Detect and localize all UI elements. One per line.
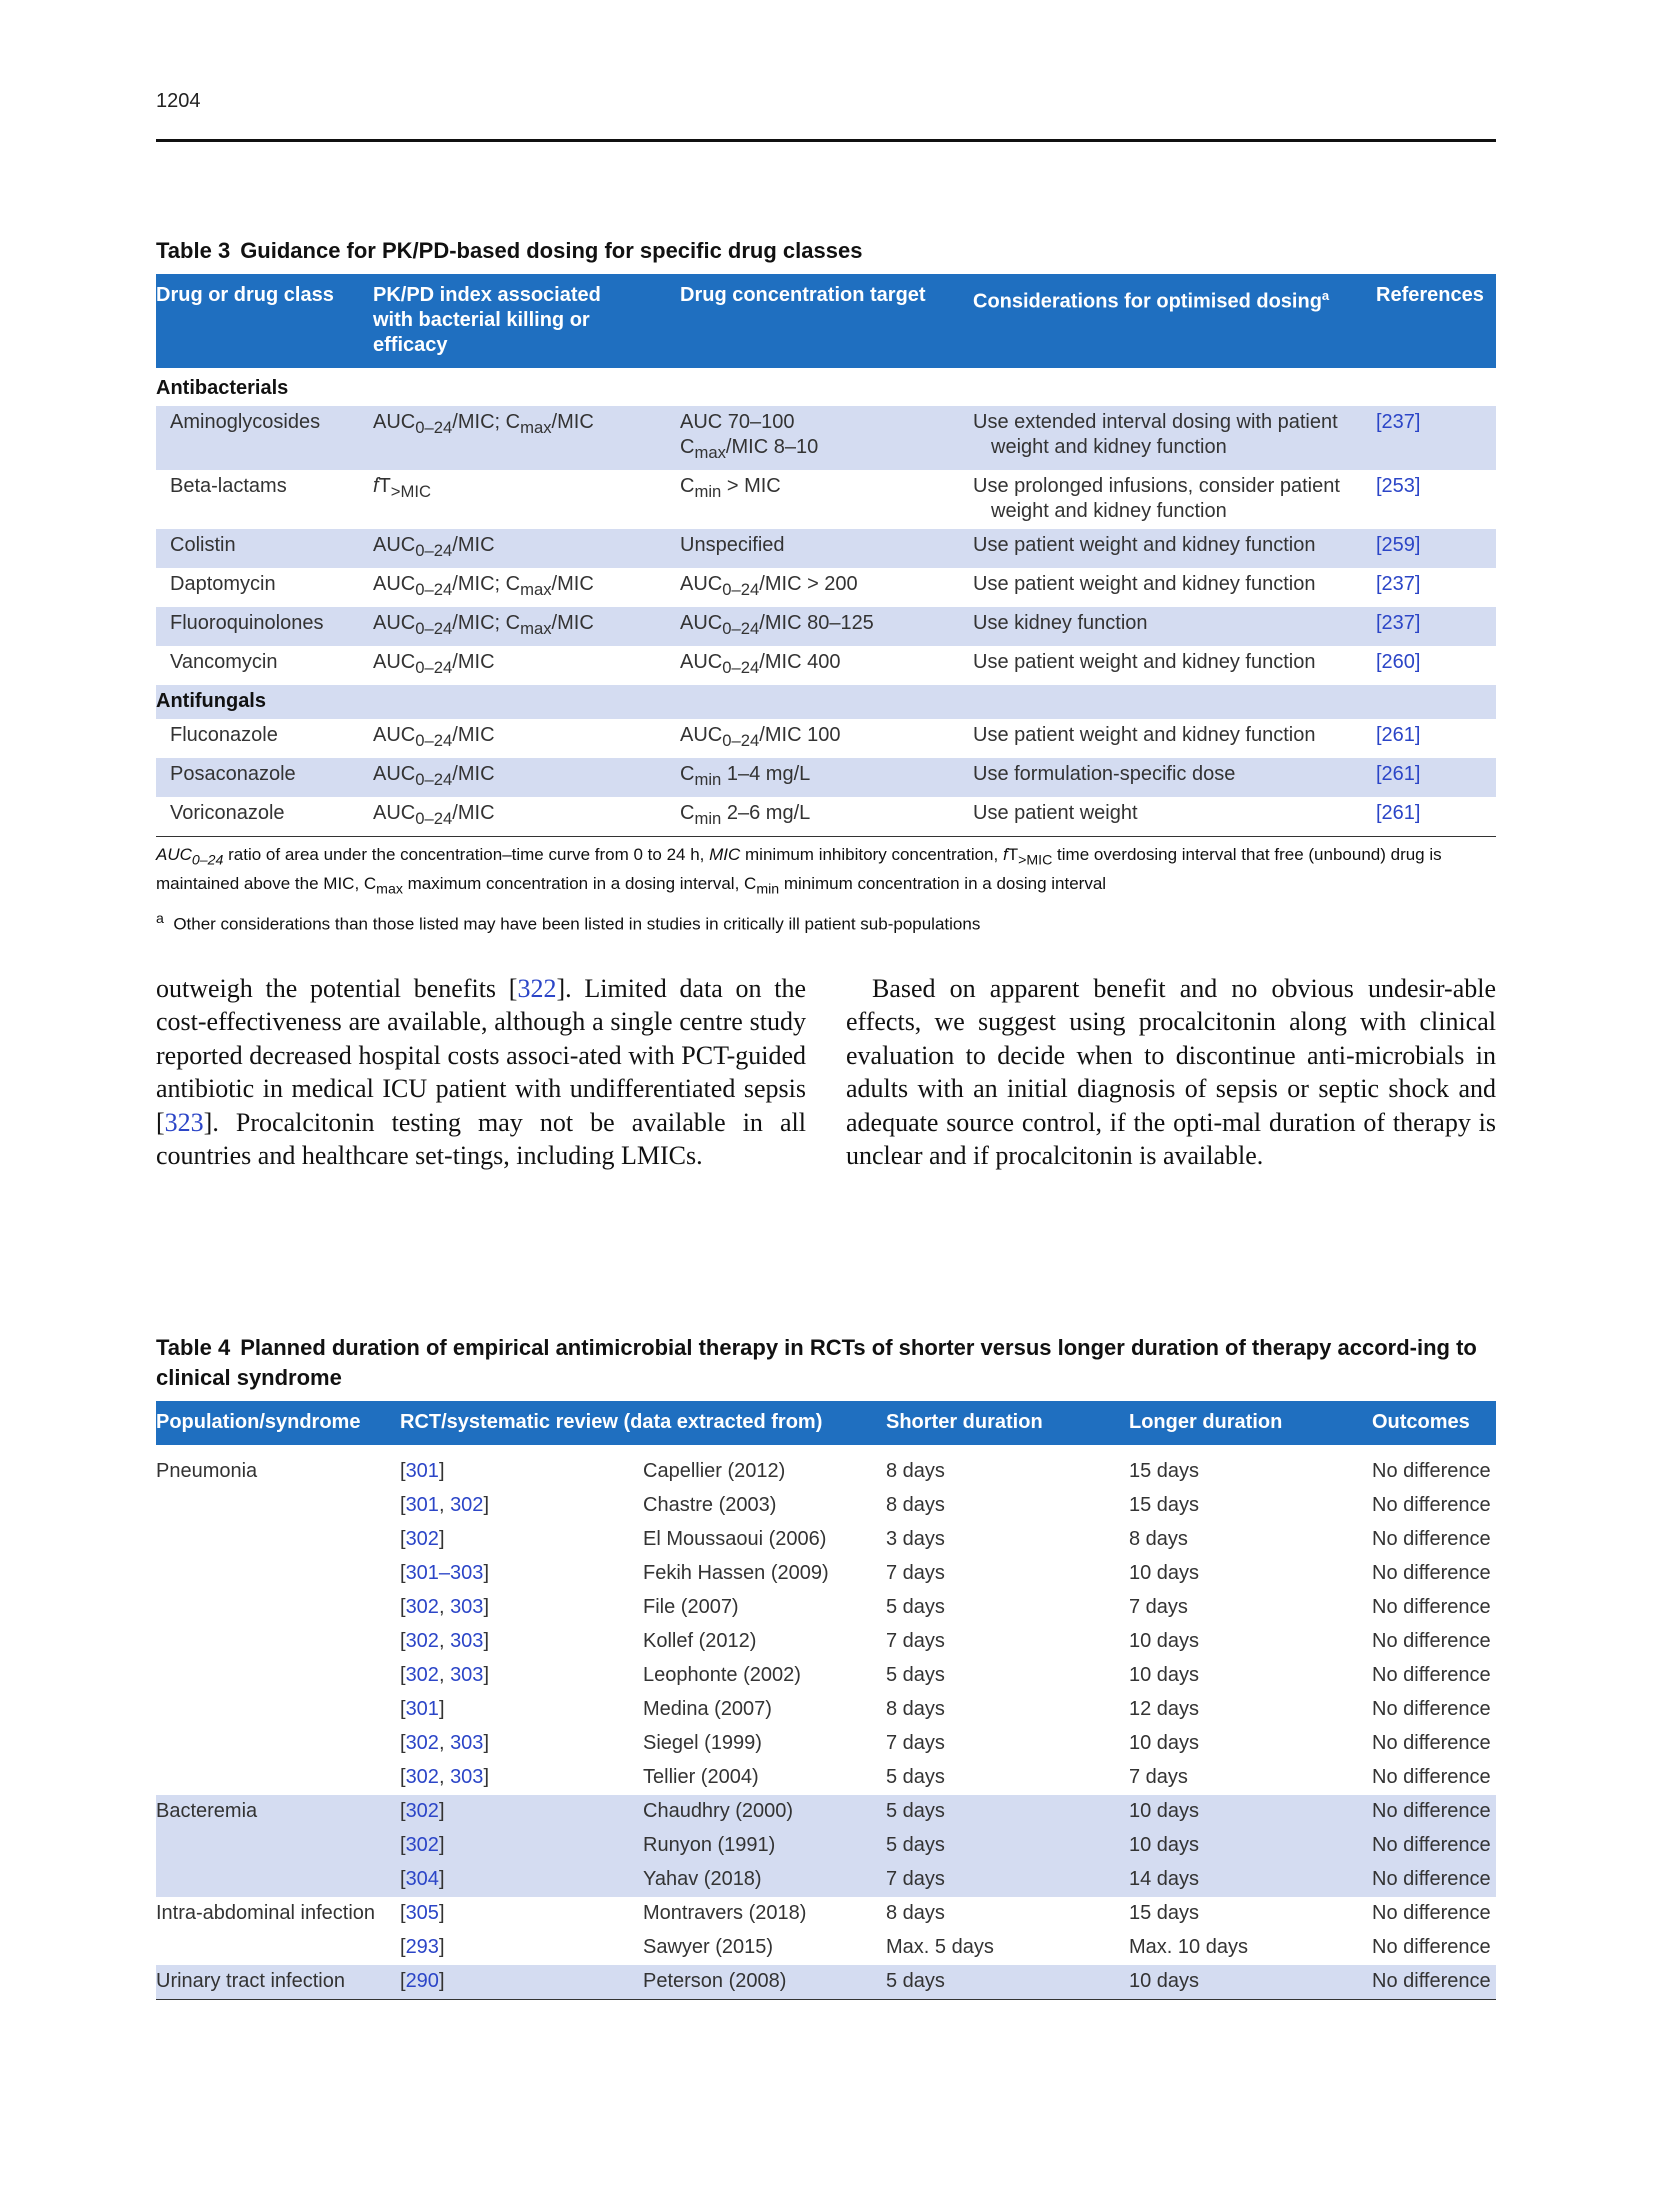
table4-cell-study: Chastre (2003) xyxy=(643,1494,777,1516)
table4-cell-longer: 10 days xyxy=(1129,1829,1372,1863)
table4-cell-population xyxy=(156,1727,400,1761)
table4-header-row xyxy=(156,1401,1496,1445)
table4-row xyxy=(156,1863,1496,1897)
table4-cell-population xyxy=(156,1659,400,1693)
table4-cell-study: Yahav (2018) xyxy=(643,1863,886,1897)
table4-title: Planned duration of empirical antimicrobial therapy in RCTs of shorter versus longer duration of therapy accord-ing to clinical syndrome xyxy=(156,1335,1477,1390)
table4-cell-population xyxy=(156,1931,400,1965)
table4-cell-population: Bacteremia xyxy=(156,1795,400,1829)
table4-bottom-rule xyxy=(156,1999,1496,2000)
table3-header-row xyxy=(156,274,1496,368)
table4-cell-shorter: 7 days xyxy=(886,1732,945,1754)
table4-cell-outcome: No difference xyxy=(1372,1829,1496,1863)
table3-cell-drug: Vancomycin xyxy=(170,651,278,673)
table4-row xyxy=(156,1965,1496,1999)
table4-cell-outcome: No difference xyxy=(1372,1562,1491,1584)
table3-cell-pkpd: $AUC_{0-24}$/MIC xyxy=(373,651,495,677)
table3-consideration-line1: Use prolonged infusions, consider patient xyxy=(973,475,1340,497)
table4-cell-ref[interactable]: [301–303] xyxy=(400,1562,489,1584)
table3-consideration-line1: Use formulation-specific dose xyxy=(973,763,1236,785)
table4-cell-longer: 14 days xyxy=(1129,1863,1372,1897)
table4-cell-longer: 15 days xyxy=(1129,1460,1200,1482)
table3-row xyxy=(156,646,1496,685)
table3-cell-pkpd: $fT_{>MIC}$ xyxy=(373,475,432,501)
table3-cell-consideration xyxy=(973,470,1376,529)
table3-cell-ref[interactable]: [261] xyxy=(1376,724,1421,746)
table3-header-considerations-text: Considerations for optimised dosing xyxy=(973,290,1322,313)
table4-cell-longer: 10 days xyxy=(1129,1562,1200,1584)
table3-cell-drug: Posaconazole xyxy=(156,758,373,797)
table4-cell-ref[interactable]: [302] xyxy=(400,1528,445,1550)
table4-row xyxy=(156,1795,1496,1829)
table4-cell-longer: 10 days xyxy=(1129,1795,1372,1829)
table4-cell-study: Medina (2007) xyxy=(643,1698,772,1720)
table3-caption xyxy=(156,236,1496,266)
table4-cell-study: Montravers (2018) xyxy=(643,1902,807,1924)
table4-cell-longer: 10 days xyxy=(1129,1630,1200,1652)
table4-cell-population xyxy=(156,1523,400,1557)
table4-cell-shorter: Max. 5 days xyxy=(886,1936,994,1958)
table3-cell-consideration xyxy=(973,568,1376,607)
table3-footnote-a: $^a$ Other considerations than those listed may have been listed in studies in critically ill patient sub-populations xyxy=(156,910,981,934)
table4-cell-study: Tellier (2004) xyxy=(643,1766,759,1788)
table3-cell-consideration xyxy=(973,719,1376,758)
table4-cell-ref[interactable]: [302] xyxy=(400,1795,643,1829)
table4-cell-longer: 7 days xyxy=(1129,1766,1188,1788)
table3-cell-drug: Colistin xyxy=(156,529,373,568)
table4-row xyxy=(156,1591,1496,1625)
table3-cell-consideration xyxy=(973,797,1376,836)
table4-row xyxy=(156,1829,1496,1863)
table4-row xyxy=(156,1489,1496,1523)
table3-cell-target: AUC 70–100 $C_{max}$/MIC 8–10 xyxy=(680,406,973,470)
table4-cell-shorter: 5 days xyxy=(886,1664,945,1686)
table4-cell-ref[interactable]: [301] xyxy=(400,1460,445,1482)
table3-cell-pkpd: $AUC_{0-24}$/MIC xyxy=(373,724,495,750)
table4-cell-shorter: 5 days xyxy=(886,1766,945,1788)
table3-header-target: Drug concentration target xyxy=(680,274,973,368)
table4-cell-longer: 15 days xyxy=(1129,1902,1200,1924)
table3-cell-consideration xyxy=(973,406,1376,470)
table3-row xyxy=(156,568,1496,607)
table3-consideration-line1: Use patient weight and kidney function xyxy=(973,534,1316,556)
table3-row xyxy=(156,719,1496,758)
table3-cell-drug: Fluconazole xyxy=(170,724,278,746)
page-number: 1204 xyxy=(156,90,201,112)
table3-section-label: Antifungals xyxy=(156,685,1496,719)
table4-cell-study: Fekih Hassen (2009) xyxy=(643,1562,829,1584)
table3-cell-target: $AUC_{0-24}$/MIC > 200 xyxy=(680,573,858,599)
table4-header-rct: RCT/systematic review (data extracted from) xyxy=(400,1401,886,1445)
table4-cell-population: Urinary tract infection xyxy=(156,1965,400,1999)
table3-consideration-line1: Use patient weight and kidney function xyxy=(973,651,1316,673)
table3-consideration-line1: Use patient weight and kidney function xyxy=(973,724,1316,746)
table3-footnote: $AUC_{0-24}$ ratio of area under the concentration–time curve from 0 to 24 h, MIC minimum inhibitory concentration, $fT_{>MIC}$ time overdosing interval that free (unbound) drug is maintained above the MIC, $C_{max}$ maximum concentration in a dosing interval, $C_{min}$ minimum concentration in a dosing interval xyxy=(156,845,1442,898)
table4-cell-shorter: 7 days xyxy=(886,1863,1129,1897)
table4-cell-longer: 12 days xyxy=(1129,1698,1200,1720)
table3-cell-ref[interactable]: [260] xyxy=(1376,651,1421,673)
table4-caption xyxy=(156,1333,1496,1393)
table4-cell-outcome: No difference xyxy=(1372,1902,1491,1924)
table3-cell-drug: Voriconazole xyxy=(170,802,285,824)
table3-header-drug: Drug or drug class xyxy=(156,274,373,368)
table4-cell-outcome: No difference xyxy=(1372,1698,1491,1720)
table4-cell-outcome: No difference xyxy=(1372,1732,1491,1754)
table3-cell-consideration xyxy=(973,529,1376,568)
table4-cell-population xyxy=(156,1489,400,1523)
table3-consideration-line2: weight and kidney function xyxy=(991,436,1227,458)
table3-cell-ref[interactable]: [261] xyxy=(1376,802,1421,824)
table4-cell-ref[interactable]: [302, 303] xyxy=(400,1630,489,1652)
table4-cell-outcome: No difference xyxy=(1372,1766,1491,1788)
table4 xyxy=(156,1401,1496,1999)
table3-consideration-line1: Use patient weight and kidney function xyxy=(973,573,1316,595)
table3-cell-target: $AUC_{0-24}$/MIC 100 xyxy=(680,724,841,750)
table4-row xyxy=(156,1523,1496,1557)
table4-cell-ref[interactable]: [302, 303] xyxy=(400,1732,489,1754)
table4-cell-ref[interactable]: [302] xyxy=(400,1829,643,1863)
table4-cell-longer: 8 days xyxy=(1129,1528,1188,1550)
table4-cell-ref[interactable]: [301, 302] xyxy=(400,1494,489,1516)
table4-cell-study: Chaudhry (2000) xyxy=(643,1795,886,1829)
table4-cell-population xyxy=(156,1557,400,1591)
table4-cell-shorter: 5 days xyxy=(886,1829,1129,1863)
table4-cell-ref[interactable]: [302, 303] xyxy=(400,1766,489,1788)
table4-cell-study: File (2007) xyxy=(643,1596,739,1618)
table3-cell-ref[interactable]: [237] xyxy=(1376,607,1496,646)
table3-cell-drug: Fluoroquinolones xyxy=(156,607,373,646)
table4-cell-study: Peterson (2008) xyxy=(643,1965,886,1999)
table3-title: Guidance for PK/PD-based dosing for specific drug classes xyxy=(240,238,863,263)
table4-cell-longer: 10 days xyxy=(1129,1664,1200,1686)
table4-cell-population xyxy=(156,1693,400,1727)
table4-cell-study: Runyon (1991) xyxy=(643,1829,886,1863)
table3 xyxy=(156,274,1496,836)
table3-cell-target: $AUC_{0-24}$/MIC 80–125 xyxy=(680,607,973,646)
table3-consideration-line1: Use kidney function xyxy=(973,612,1148,634)
table4-cell-longer: 15 days xyxy=(1129,1494,1200,1516)
table4-row xyxy=(156,1761,1496,1795)
table4-cell-shorter: 8 days xyxy=(886,1494,945,1516)
table4-cell-longer: 10 days xyxy=(1129,1732,1200,1754)
table3-cell-consideration xyxy=(973,646,1376,685)
table4-cell-shorter: 7 days xyxy=(886,1562,945,1584)
table4-row xyxy=(156,1445,1496,1489)
table3-cell-drug: Aminoglycosides xyxy=(156,406,373,470)
table4-cell-outcome: No difference xyxy=(1372,1795,1496,1829)
table4-cell-ref[interactable]: [304] xyxy=(400,1863,643,1897)
table3-cell-target: $C_{min}$ 2–6 mg/L xyxy=(680,802,811,828)
body-column-right xyxy=(846,972,1496,1172)
table4-cell-study: Siegel (1999) xyxy=(643,1732,762,1754)
table3-cell-pkpd: $AUC_{0-24}$/MIC; $C_{max}$/MIC xyxy=(373,607,680,646)
table3-cell-target: $AUC_{0-24}$/MIC 400 xyxy=(680,651,841,677)
table4-block xyxy=(156,1333,1496,2000)
table4-cell-shorter: 5 days xyxy=(886,1596,945,1618)
table3-cell-target: $C_{min}$ 1–4 mg/L xyxy=(680,758,973,797)
table3-section-row xyxy=(156,685,1496,719)
table3-row xyxy=(156,797,1496,836)
table3-row xyxy=(156,607,1496,646)
header-rule xyxy=(156,139,1496,142)
table4-cell-ref[interactable]: [301] xyxy=(400,1698,445,1720)
table4-cell-outcome: No difference xyxy=(1372,1460,1491,1482)
table4-cell-study: Kollef (2012) xyxy=(643,1630,757,1652)
table3-cell-consideration xyxy=(973,758,1376,797)
table3-row xyxy=(156,470,1496,529)
table4-cell-population: Intra-abdominal infection xyxy=(156,1902,376,1924)
table3-consideration-line1: Use patient weight xyxy=(973,802,1138,824)
table3-cell-pkpd: $AUC_{0-24}$/MIC; $C_{max}$/MIC xyxy=(373,573,594,599)
table3-cell-drug: Beta-lactams xyxy=(170,475,287,497)
table4-cell-shorter: 5 days xyxy=(886,1795,1129,1829)
table3-consideration-line1: Use extended interval dosing with patient xyxy=(973,411,1338,433)
table4-cell-outcome: No difference xyxy=(1372,1965,1496,1999)
table4-cell-shorter: 8 days xyxy=(886,1460,945,1482)
table3-row xyxy=(156,529,1496,568)
table3-cell-target: Unspecified xyxy=(680,529,973,568)
table3-cell-pkpd: $AUC_{0-24}$/MIC; $C_{max}$/MIC xyxy=(373,406,680,470)
table3-cell-pkpd: $AUC_{0-24}$/MIC xyxy=(373,758,680,797)
table4-row xyxy=(156,1625,1496,1659)
table4-cell-shorter: 5 days xyxy=(886,1965,1129,1999)
table3-cell-ref[interactable]: [261] xyxy=(1376,758,1496,797)
table3-cell-ref[interactable]: [259] xyxy=(1376,529,1496,568)
table4-cell-shorter: 8 days xyxy=(886,1902,945,1924)
table4-cell-outcome: No difference xyxy=(1372,1863,1496,1897)
table3-header-references: References xyxy=(1376,274,1496,368)
table3-cell-ref[interactable]: [237] xyxy=(1376,406,1496,470)
table4-cell-population xyxy=(156,1591,400,1625)
table4-cell-outcome: No difference xyxy=(1372,1630,1491,1652)
table4-cell-ref[interactable]: [302, 303] xyxy=(400,1664,489,1686)
table4-row xyxy=(156,1693,1496,1727)
table4-cell-ref[interactable]: [305] xyxy=(400,1902,445,1924)
table4-cell-study: Leophonte (2002) xyxy=(643,1664,801,1686)
table3-consideration-line2: weight and kidney function xyxy=(991,500,1227,522)
table3-section-label: Antibacterials xyxy=(156,377,289,399)
table3-cell-consideration xyxy=(973,607,1376,646)
table4-header-outcomes: Outcomes xyxy=(1372,1401,1496,1445)
table4-cell-outcome: No difference xyxy=(1372,1596,1491,1618)
table4-header-longer: Longer duration xyxy=(1129,1401,1372,1445)
table3-row xyxy=(156,758,1496,797)
table4-row xyxy=(156,1897,1496,1931)
table4-cell-longer: Max. 10 days xyxy=(1129,1936,1248,1958)
table4-cell-shorter: 3 days xyxy=(886,1528,945,1550)
table4-cell-population xyxy=(156,1829,400,1863)
table4-cell-outcome: No difference xyxy=(1372,1494,1491,1516)
table3-section-row xyxy=(156,368,1496,406)
body-paragraph-left: outweigh the potential benefits [322]. Limited data on the cost-effectiveness are available, although a single centre study reported decreased hospital costs associ-ated with PCT-guided antibiotic in medical ICU patient with undifferentiated sepsis [323]. Procalcitonin testing may not be available in all countries and healthcare set-tings, including LMICs. xyxy=(156,974,807,1171)
table4-label: Table 4 xyxy=(156,1335,231,1360)
table3-block xyxy=(156,236,1496,935)
table4-cell-ref[interactable]: [302, 303] xyxy=(400,1596,489,1618)
table3-cell-drug: Daptomycin xyxy=(170,573,276,595)
table3-bottom-rule xyxy=(156,836,1496,837)
body-column-left xyxy=(156,972,806,1172)
table3-row xyxy=(156,406,1496,470)
table4-cell-population: Pneumonia xyxy=(156,1460,258,1482)
table4-cell-population xyxy=(156,1761,400,1795)
table3-header-considerations xyxy=(973,274,1376,368)
table4-cell-population xyxy=(156,1625,400,1659)
table4-header-shorter: Shorter duration xyxy=(886,1401,1129,1445)
table3-header-pkpd: PK/PD index associated with bacterial killing or efficacy xyxy=(373,274,680,368)
table4-cell-outcome: No difference xyxy=(1372,1664,1491,1686)
table4-cell-study: Capellier (2012) xyxy=(643,1460,786,1482)
table4-cell-longer: 7 days xyxy=(1129,1596,1188,1618)
table3-header-considerations-sup: a xyxy=(1321,288,1330,303)
table4-header-population: Population/syndrome xyxy=(156,1401,400,1445)
table3-cell-target: $C_{min}$ > MIC xyxy=(680,475,781,501)
table3-cell-ref[interactable]: [253] xyxy=(1376,475,1421,497)
table3-cell-pkpd: $AUC_{0-24}$/MIC xyxy=(373,529,680,568)
table4-cell-study: Sawyer (2015) xyxy=(643,1936,774,1958)
table4-row xyxy=(156,1557,1496,1591)
table4-cell-shorter: 8 days xyxy=(886,1698,945,1720)
table4-row xyxy=(156,1931,1496,1965)
body-paragraph-right: Based on apparent benefit and no obvious undesir-able effects, we suggest using procalcitonin along with clinical evaluation to decide when to discontinue anti-microbials in adults with an initial diagnosis of sepsis or septic shock and adequate source control, if the opti-mal duration of therapy is unclear and if procalcitonin is available. xyxy=(846,974,1496,1171)
table4-cell-study: El Moussaoui (2006) xyxy=(643,1528,827,1550)
table4-row xyxy=(156,1727,1496,1761)
table4-cell-ref[interactable]: [290] xyxy=(400,1965,643,1999)
table3-cell-ref[interactable]: [237] xyxy=(1376,573,1421,595)
table4-cell-shorter: 7 days xyxy=(886,1630,945,1652)
table4-cell-outcome: No difference xyxy=(1372,1528,1491,1550)
table4-cell-population xyxy=(156,1863,400,1897)
table3-cell-pkpd: $AUC_{0-24}$/MIC xyxy=(373,802,495,828)
table4-cell-longer: 10 days xyxy=(1129,1965,1372,1999)
table4-row xyxy=(156,1659,1496,1693)
table4-cell-ref[interactable]: [293] xyxy=(400,1936,445,1958)
table4-cell-outcome: No difference xyxy=(1372,1936,1491,1958)
table3-label: Table 3 xyxy=(156,238,231,263)
